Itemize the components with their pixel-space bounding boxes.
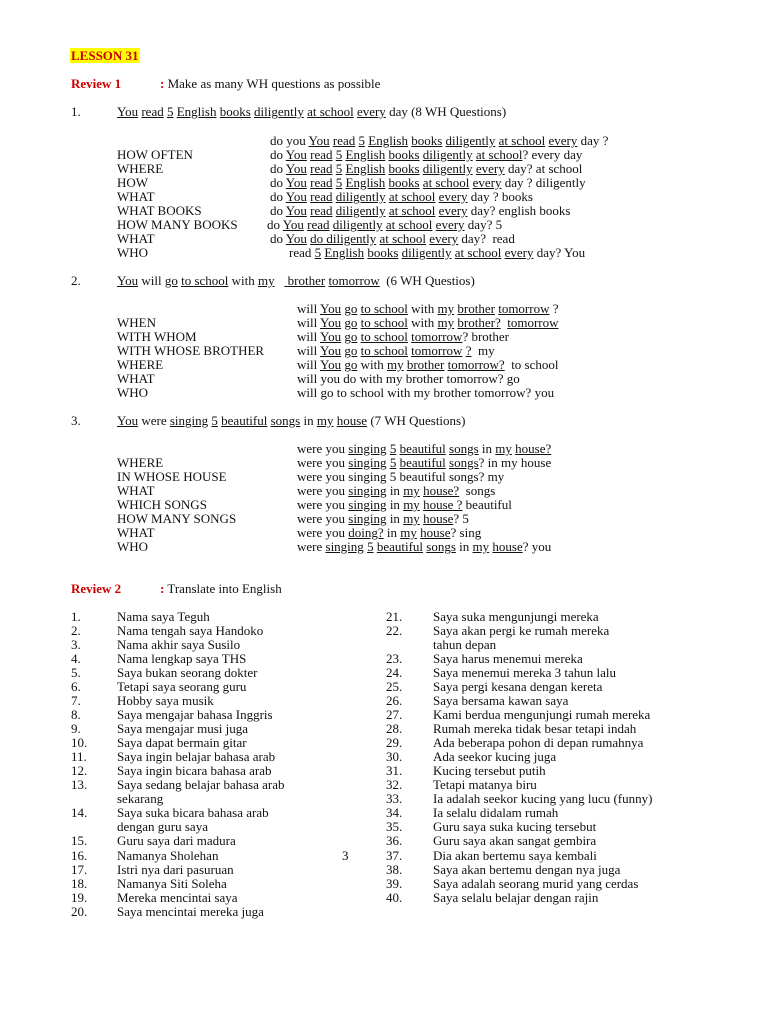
list-item-text: Saya suka bicara bahasa arab <box>117 805 269 820</box>
list-item-text: Ia adalah seekor kucing yang lucu (funny) <box>433 791 653 806</box>
list-item-number: 40. <box>386 890 403 905</box>
q3-base-question: were you singing 5 beautiful songs in my house? <box>297 441 552 456</box>
list-item-text: Saya akan bertemu dengan nya juga <box>433 862 621 877</box>
list-item-text: Mereka mencintai saya <box>117 890 238 905</box>
q2-keyword: WHAT <box>117 371 155 386</box>
review1-instruction-line <box>160 76 380 91</box>
list-item-text: Ada beberapa pohon di depan rumahnya <box>433 735 644 750</box>
list-item-text-continued: sekarang <box>117 791 164 806</box>
q1-question: do You read 5 English books diligently every day? at school <box>270 161 583 176</box>
list-item-text: Saya akan pergi ke rumah mereka <box>433 623 610 638</box>
q1-keyword: HOW OFTEN <box>117 147 193 162</box>
list-item-text: Rumah mereka tidak besar tetapi indah <box>433 721 637 736</box>
q1-question: do You read diligently at school every day? 5 <box>267 217 503 232</box>
list-item-number: 36. <box>386 833 403 848</box>
list-item-text: Saya adalah seorang murid yang cerdas <box>433 876 639 891</box>
list-item-text: Dia akan bertemu saya kembali <box>433 848 597 863</box>
list-item-number: 38. <box>386 862 403 877</box>
q1-question: do You read diligently at school every day? english books <box>270 203 571 218</box>
review1-label: Review 1 <box>71 76 122 91</box>
list-item-text: Saya sedang belajar bahasa arab <box>117 777 285 792</box>
lesson-title: LESSON 31 <box>71 48 139 63</box>
q2-question: will You go to school tomorrow ? my <box>297 343 495 358</box>
list-item-text: Kucing tersebut putih <box>433 763 546 778</box>
list-item-text: Hobby saya musik <box>117 693 214 708</box>
list-item-text: Tetapi matanya biru <box>433 777 537 792</box>
review2-colon: : <box>160 581 165 596</box>
q3-question: were singing 5 beautiful songs in my house? you <box>297 539 552 554</box>
q2-question: will you do with my brother tomorrow? go <box>297 371 520 386</box>
list-item-number: 25. <box>386 679 403 694</box>
list-item-number: 3. <box>71 637 81 652</box>
q2-question: will go to school with my brother tomorrow? you <box>297 385 555 400</box>
list-item-text: Nama akhir saya Susilo <box>117 637 241 652</box>
q2-keyword: WHEN <box>117 315 156 330</box>
q3-keyword: WHO <box>117 539 149 554</box>
q1-question: do You read diligently at school every day ? books <box>270 189 533 204</box>
list-item-number: 24. <box>386 665 403 680</box>
list-item-text: Saya bukan seorang dokter <box>117 665 258 680</box>
list-item-text: Saya mengajar musi juga <box>117 721 249 736</box>
list-item-text: Saya menemui mereka 3 tahun lalu <box>433 665 617 680</box>
review2-header <box>71 581 121 596</box>
q3-number: 3. <box>71 413 81 428</box>
list-item-number: 21. <box>386 609 403 624</box>
list-item-text: Saya mengajar bahasa Inggris <box>117 707 273 722</box>
q2-question: will You go with my brother tomorrow? to school <box>297 357 559 372</box>
list-item-number: 15. <box>71 833 88 848</box>
q2-question: will You go to school with my brother? tomorrow <box>297 315 559 330</box>
list-item-number: 19. <box>71 890 88 905</box>
q2-keyword: WITH WHOSE BROTHER <box>117 343 265 358</box>
list-item-number: 6. <box>71 679 81 694</box>
list-item-text: Kami berdua mengunjungi rumah mereka <box>433 707 651 722</box>
q1-keyword: HOW MANY BOOKS <box>117 217 238 232</box>
q3-sentence: You were singing 5 beautiful songs in my house (7 WH Questions) <box>117 413 466 428</box>
q2-sentence: You will go to school with my brother tomorrow (6 WH Questios) <box>117 273 475 288</box>
q1-sentence: You read 5 English books diligently at school every day (8 WH Questions) <box>117 104 507 119</box>
list-item-number: 4. <box>71 651 81 666</box>
q1-keyword: WHERE <box>117 161 164 176</box>
list-item-number: 22. <box>386 623 403 638</box>
list-item-number: 34. <box>386 805 403 820</box>
list-item-number: 11. <box>71 749 87 764</box>
list-item-text-continued: dengan guru saya <box>117 819 208 834</box>
list-item-text: Nama lengkap saya THS <box>117 651 247 666</box>
q3-question: were you singing 5 beautiful songs? my <box>297 469 505 484</box>
q1-question: read 5 English books diligently at school every day? You <box>289 245 586 260</box>
list-item-text: Ia selalu didalam rumah <box>433 805 559 820</box>
q1-question: do You do diligently at school every day? read <box>270 231 515 246</box>
list-item-number: 17. <box>71 862 88 877</box>
list-item-text: Saya bersama kawan saya <box>433 693 569 708</box>
list-item-text: Namanya Siti Soleha <box>117 876 227 891</box>
page-number: 3 <box>342 848 349 863</box>
list-item-text: Saya pergi kesana dengan kereta <box>433 679 603 694</box>
q3-keyword: WHAT <box>117 483 155 498</box>
q3-keyword: HOW MANY SONGS <box>117 511 237 526</box>
q3-keyword: WHICH SONGS <box>117 497 207 512</box>
q3-question: were you singing in my house? 5 <box>297 511 469 526</box>
q3-question: were you doing? in my house? sing <box>297 525 482 540</box>
list-item-number: 20. <box>71 904 88 919</box>
q1-question: do You read 5 English books at school every day ? diligently <box>270 175 586 190</box>
q2-number: 2. <box>71 273 81 288</box>
list-item-number: 1. <box>71 609 81 624</box>
list-item-text: Saya ingin bicara bahasa arab <box>117 763 272 778</box>
list-item-text: Saya suka mengunjungi mereka <box>433 609 599 624</box>
q3-question: were you singing in my house? songs <box>297 483 496 498</box>
q2-question: will You go to school tomorrow? brother <box>297 329 509 344</box>
list-item-number: 10. <box>71 735 88 750</box>
list-item-text: Istri nya dari pasuruan <box>117 862 234 877</box>
list-item-text: Namanya Sholehan <box>117 848 219 863</box>
list-item-text: Guru saya dari madura <box>117 833 236 848</box>
list-item-number: 31. <box>386 763 403 778</box>
q2-base-question: will You go to school with my brother tomorrow ? <box>297 301 559 316</box>
list-item-text: Saya dapat bermain gitar <box>117 735 247 750</box>
q1-question: do You read 5 English books diligently at school? every day <box>270 147 583 162</box>
list-item-number: 27. <box>386 707 403 722</box>
list-item-number: 2. <box>71 623 81 638</box>
review1-colon: : <box>160 76 165 91</box>
list-item-number: 28. <box>386 721 403 736</box>
list-item-number: 16. <box>71 848 88 863</box>
list-item-number: 7. <box>71 693 81 708</box>
q1-keyword: HOW <box>117 175 149 190</box>
list-item-text: Nama saya Teguh <box>117 609 210 624</box>
q1-base-question: do you You read 5 English books diligently at school every day ? <box>270 133 609 148</box>
q3-count: (7 WH Questions) <box>370 413 466 428</box>
list-item-number: 12. <box>71 763 88 778</box>
q1-number: 1. <box>71 104 81 119</box>
q1-keyword: WHAT BOOKS <box>117 203 202 218</box>
list-item-number: 18. <box>71 876 88 891</box>
q1-count: (8 WH Questions) <box>411 104 507 119</box>
list-item-text: Saya mencintai mereka juga <box>117 904 264 919</box>
review1-header <box>71 76 121 91</box>
list-item-text: Saya ingin belajar bahasa arab <box>117 749 276 764</box>
q2-keyword: WITH WHOM <box>117 329 197 344</box>
list-item-number: 13. <box>71 777 88 792</box>
list-item-text: Saya selalu belajar dengan rajin <box>433 890 599 905</box>
list-item-number: 8. <box>71 707 81 722</box>
list-item-text: Ada seekor kucing juga <box>433 749 557 764</box>
q3-keyword: WHAT <box>117 525 155 540</box>
list-item-number: 35. <box>386 819 403 834</box>
q2-keyword: WHERE <box>117 357 164 372</box>
q1-keyword: WHO <box>117 245 149 260</box>
list-item-number: 32. <box>386 777 403 792</box>
review1-instruction: Make as many WH questions as possible <box>167 76 381 91</box>
list-item-number: 14. <box>71 805 88 820</box>
q3-keyword: WHERE <box>117 455 164 470</box>
list-item-number: 26. <box>386 693 403 708</box>
q3-keyword: IN WHOSE HOUSE <box>117 469 227 484</box>
list-item-text: Saya harus menemui mereka <box>433 651 583 666</box>
list-item-text: Guru saya akan sangat gembira <box>433 833 597 848</box>
list-item-text: Guru saya suka kucing tersebut <box>433 819 597 834</box>
list-item-number: 9. <box>71 721 81 736</box>
list-item-text-continued: tahun depan <box>433 637 497 652</box>
q3-question: were you singing in my house ? beautiful <box>297 497 512 512</box>
q2-keyword: WHO <box>117 385 149 400</box>
q1-keyword: WHAT <box>117 189 155 204</box>
list-item-number: 30. <box>386 749 403 764</box>
q1-keyword: WHAT <box>117 231 155 246</box>
list-item-number: 37. <box>386 848 403 863</box>
list-item-number: 29. <box>386 735 403 750</box>
list-item-text: Nama tengah saya Handoko <box>117 623 264 638</box>
review2-instruction-line <box>160 581 282 596</box>
list-item-number: 33. <box>386 791 403 806</box>
list-item-number: 23. <box>386 651 403 666</box>
list-item-number: 39. <box>386 876 403 891</box>
review2-instruction: Translate into English <box>167 581 282 596</box>
list-item-number: 5. <box>71 665 81 680</box>
review2-label: Review 2 <box>71 581 122 596</box>
list-item-text: Tetapi saya seorang guru <box>117 679 247 694</box>
q2-count: (6 WH Questios) <box>386 273 475 288</box>
q3-question: were you singing 5 beautiful songs? in my house <box>297 455 552 470</box>
